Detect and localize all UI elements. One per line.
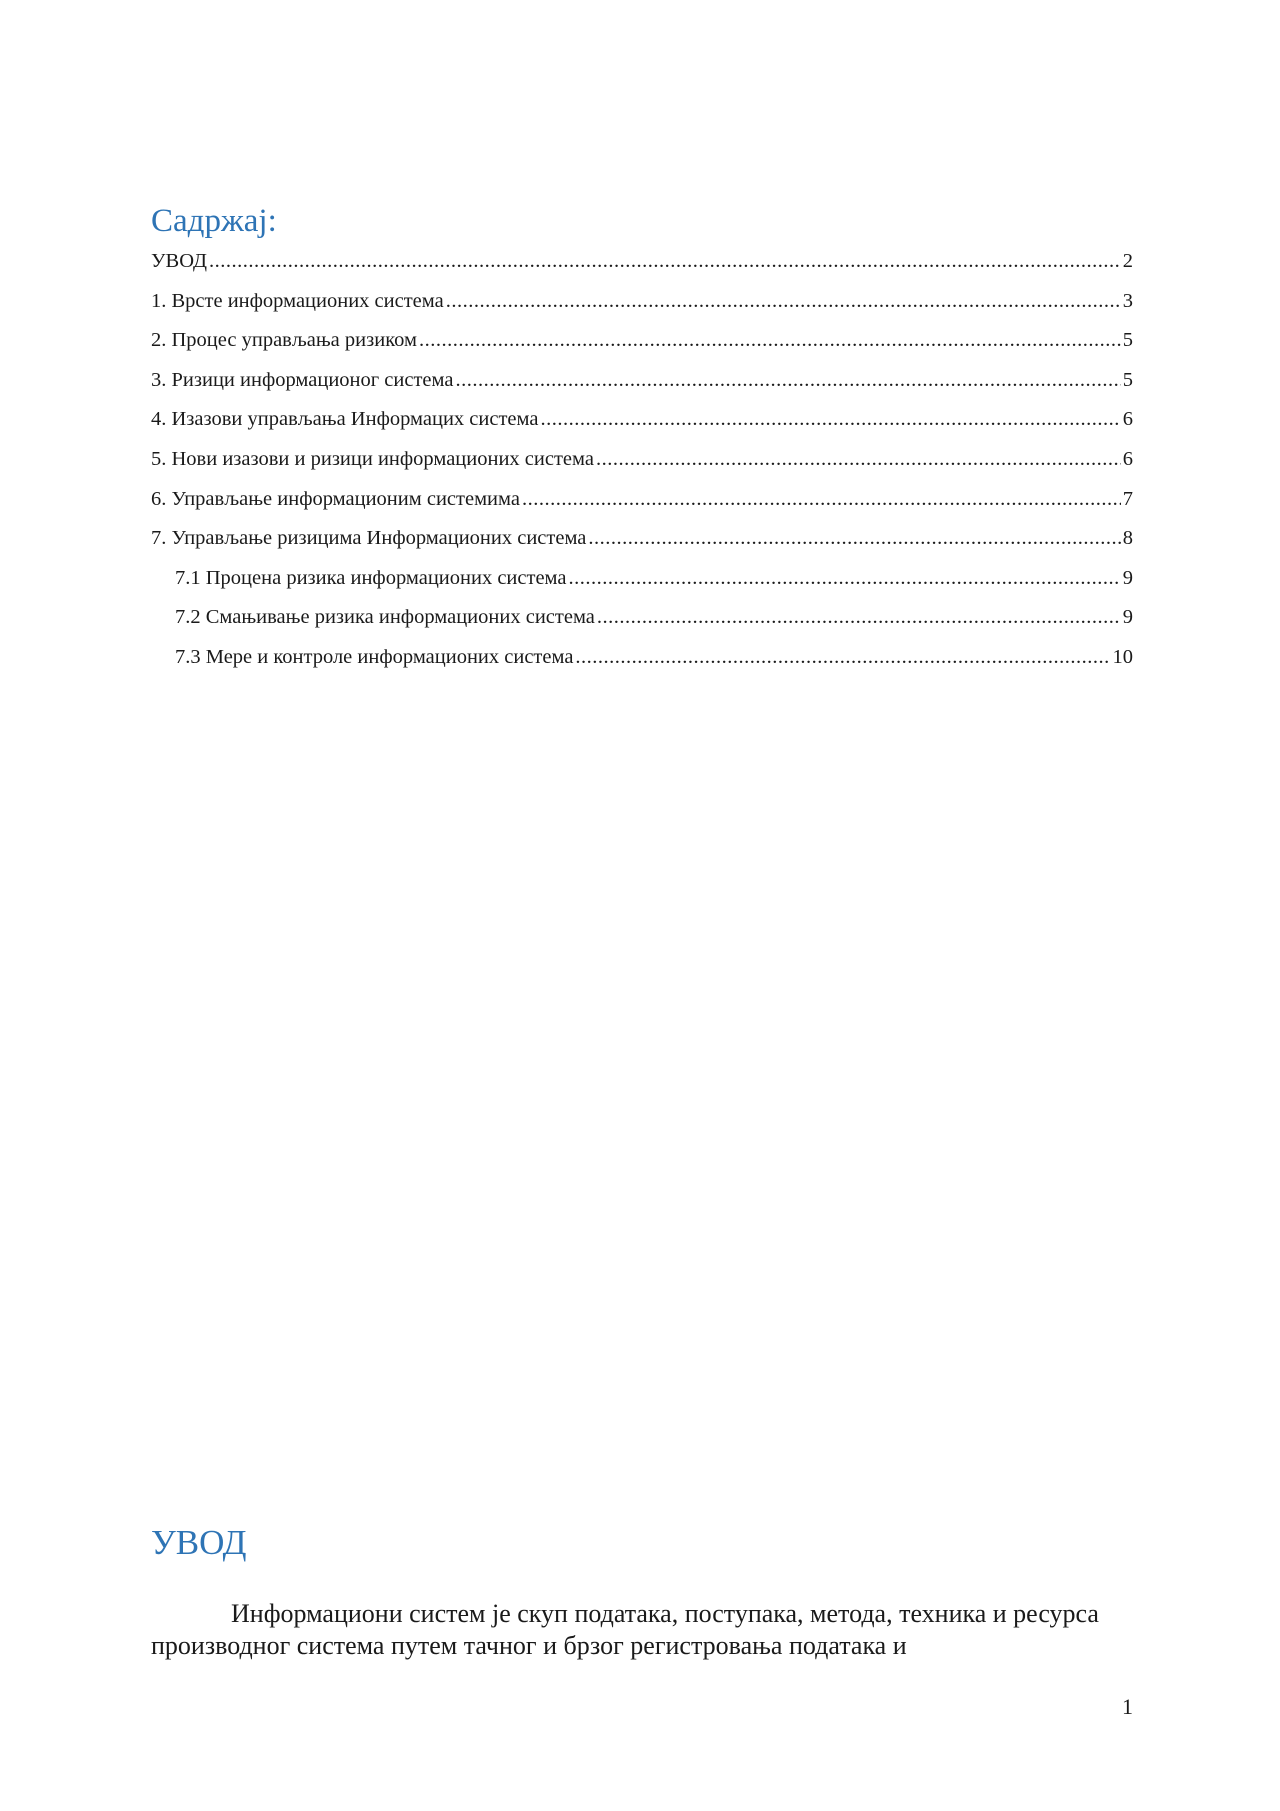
toc-entry-text: 7.1 Процена ризика информационих система xyxy=(175,566,567,589)
toc-entry-page: 9 xyxy=(1122,566,1133,589)
toc-entry-page: 5 xyxy=(1122,368,1133,391)
toc-entry-page: 6 xyxy=(1122,408,1133,431)
toc-leader-dots xyxy=(540,404,1120,434)
toc-subentry[interactable] xyxy=(151,563,1133,603)
toc-entry-text: 1. Врсте информационих система xyxy=(151,289,444,312)
toc-leader-dots xyxy=(597,602,1121,632)
toc-leader-dots xyxy=(455,365,1120,395)
toc-leader-dots xyxy=(596,444,1121,474)
toc-entry[interactable] xyxy=(151,404,1133,444)
toc-entry-text: УВОД xyxy=(151,250,207,272)
toc-leader-dots xyxy=(522,484,1121,514)
toc-leader-dots xyxy=(209,246,1121,276)
toc-entry-page: 7 xyxy=(1122,487,1133,510)
page-number: 1 xyxy=(1122,1694,1133,1719)
toc-entry[interactable] xyxy=(151,286,1133,326)
toc-entry-page: 8 xyxy=(1122,527,1133,550)
toc-entry-page: 3 xyxy=(1122,289,1133,312)
section-heading-intro: УВОД xyxy=(151,1523,247,1562)
toc-subentry[interactable] xyxy=(151,602,1133,642)
toc-entry-text: 2. Процес управљања ризиком xyxy=(151,329,417,352)
toc-entry[interactable] xyxy=(151,444,1133,484)
table-of-contents xyxy=(151,246,1133,682)
toc-entry-page: 5 xyxy=(1122,329,1133,352)
toc-entry[interactable] xyxy=(151,523,1133,563)
toc-title: Садржај: xyxy=(151,203,277,239)
toc-entry-text: 7. Управљање ризицима Информационих система xyxy=(151,527,587,550)
toc-entry-text: 6. Управљање информационим системима xyxy=(151,487,520,510)
toc-entry-text: 4. Изазови управљања Информацих система xyxy=(151,408,539,431)
toc-leader-dots xyxy=(419,325,1121,355)
toc-entry-text: 7.3 Мере и контроле информационих система xyxy=(175,645,574,668)
toc-entry-text: 5. Нови изазови и ризици информационих система xyxy=(151,447,594,470)
toc-entry[interactable] xyxy=(151,325,1133,365)
toc-entry[interactable] xyxy=(151,365,1133,405)
toc-entry-page: 2 xyxy=(1122,250,1133,272)
toc-subentry[interactable] xyxy=(151,642,1133,682)
toc-leader-dots xyxy=(588,523,1120,553)
intro-paragraph: Информациони систем је скуп података, поступака, метода, техника и ресурса производног система путем тачног и брзог регистровања података и xyxy=(151,1599,1099,1660)
toc-entry[interactable] xyxy=(151,484,1133,524)
toc-entry-page: 9 xyxy=(1122,606,1133,629)
toc-entry-page: 10 xyxy=(1112,645,1133,668)
toc-leader-dots xyxy=(446,286,1121,316)
toc-entry-page: 6 xyxy=(1122,447,1133,470)
toc-entry-text: 7.2 Смањивање ризика информационих система xyxy=(175,606,595,629)
toc-leader-dots xyxy=(569,563,1121,593)
toc-entry-text: 3. Ризици информационог система xyxy=(151,368,454,391)
toc-leader-dots xyxy=(575,642,1110,672)
toc-entry[interactable] xyxy=(151,246,1133,286)
